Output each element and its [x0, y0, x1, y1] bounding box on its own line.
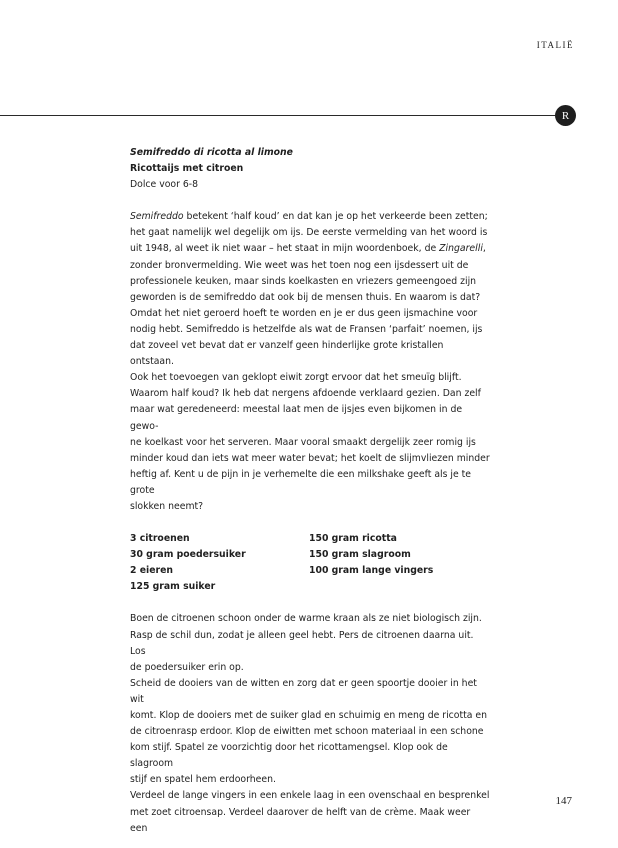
- ingredients-right-column: [309, 531, 490, 595]
- intro-line: uit 1948, al weet ik niet waar – het staat in mijn woordenboek, de Zingarelli,: [130, 243, 486, 255]
- intro-line: Omdat het niet geroerd hoeft te worden en je er dus geen ijsmachine voor: [130, 307, 478, 319]
- ingredients-left-column: [130, 531, 309, 595]
- intro-line: Semifreddo betekent ‘half koud’ en dat kan je op het verkeerde been zetten;: [130, 211, 488, 223]
- ingredient-item: 125 gram suiker: [130, 581, 216, 593]
- method-line: kom stijf. Spatel ze voorzichtig door het ricottamengsel. Klop ook de slagroom: [130, 742, 448, 770]
- intro-line: minder koud dan iets wat meer water bevat; het koelt de slijmvliezen minder: [130, 452, 490, 464]
- intro-line: professionele keuken, maar sinds koelkasten en vriezers gemeengoed zijn: [130, 275, 477, 287]
- method-line: Verdeel de lange vingers in een enkele laag in een ovenschaal en besprenkel: [130, 790, 490, 802]
- ingredient-item: 2 eieren: [130, 565, 174, 577]
- method-line: met zoet citroensap. Verdeel daarover de helft van de crème. Maak weer een: [130, 806, 471, 834]
- method-line: de poedersuiker erin op.: [130, 661, 244, 673]
- intro-line: dat zoveel vet bevat dat er vanzelf geen hinderlijke grote kristallen ontstaan.: [130, 340, 444, 368]
- method-line: Rasp de schil dun, zodat je alleen geel hebt. Pers de citroenen daarna uit. Los: [130, 629, 474, 657]
- italic-term: Zingarelli: [439, 243, 483, 255]
- intro-line: zonder bronvermelding. Wie weet was het toen nog een ijsdessert uit de: [130, 259, 469, 271]
- recipe-subtitle: Dolce voor 6-8: [130, 179, 199, 191]
- recipe-title-italian: Semifreddo di ricotta al limone: [130, 147, 293, 158]
- intro-line: geworden is de semifreddo dat ook bij de mensen thuis. En waarom is dat?: [130, 291, 481, 303]
- ingredient-item: 30 gram poedersuiker: [130, 549, 246, 561]
- italic-term: Semifreddo: [130, 211, 184, 223]
- method-line: Boen de citroenen schoon onder de warme kraan als ze niet biologisch zijn.: [130, 613, 482, 625]
- ingredients-list: [130, 531, 490, 595]
- intro-line: het gaat namelijk wel degelijk om ijs. De eerste vermelding van het woord is: [130, 227, 488, 239]
- method-line: stijf en spatel hem erdoorheen.: [130, 774, 276, 786]
- method-line: de citroenrasp erdoor. Klop de eiwitten met schoon materiaal in een schone: [130, 726, 484, 738]
- intro-line: ne koelkast voor het serveren. Maar vooral smaakt dergelijk zeer romig ijs: [130, 436, 476, 448]
- ingredient-item: 100 gram lange vingers: [309, 565, 434, 577]
- horizontal-rule: [0, 115, 556, 116]
- intro-line: nodig hebt. Semifreddo is hetzelfde als wat de Fransen ‘parfait’ noemen, ijs: [130, 323, 483, 335]
- letter-badge: R: [555, 105, 576, 126]
- method-line: Scheid de dooiers van de witten en zorg dat er geen spoortje dooier in het wit: [130, 677, 477, 705]
- intro-line: maar wat geredeneerd: meestal laat men de ijsjes even bijkomen in de gewo-: [130, 404, 463, 432]
- ingredient-item: 150 gram slagroom: [309, 549, 411, 561]
- intro-line: Waarom half koud? Ik heb dat nergens afdoende verklaard gezien. Dan zelf: [130, 388, 481, 400]
- section-label: ITALIË: [536, 40, 574, 50]
- intro-line: slokken neemt?: [130, 500, 204, 512]
- ingredient-item: 150 gram ricotta: [309, 533, 397, 545]
- method-line: komt. Klop de dooiers met de suiker glad en schuimig en meng de ricotta en: [130, 710, 488, 721]
- intro-line: Ook het toevoegen van geklopt eiwit zorgt ervoor dat het smeuïg blijft.: [130, 372, 462, 384]
- page-number: 147: [555, 795, 572, 807]
- intro-line: heftig af. Kent u de pijn in je verhemelte die een milkshake geeft als je te grote: [130, 468, 472, 496]
- ingredient-item: 3 citroenen: [130, 533, 190, 545]
- recipe-title-dutch: Ricottaijs met citroen: [130, 163, 244, 175]
- recipe-content: [130, 145, 490, 837]
